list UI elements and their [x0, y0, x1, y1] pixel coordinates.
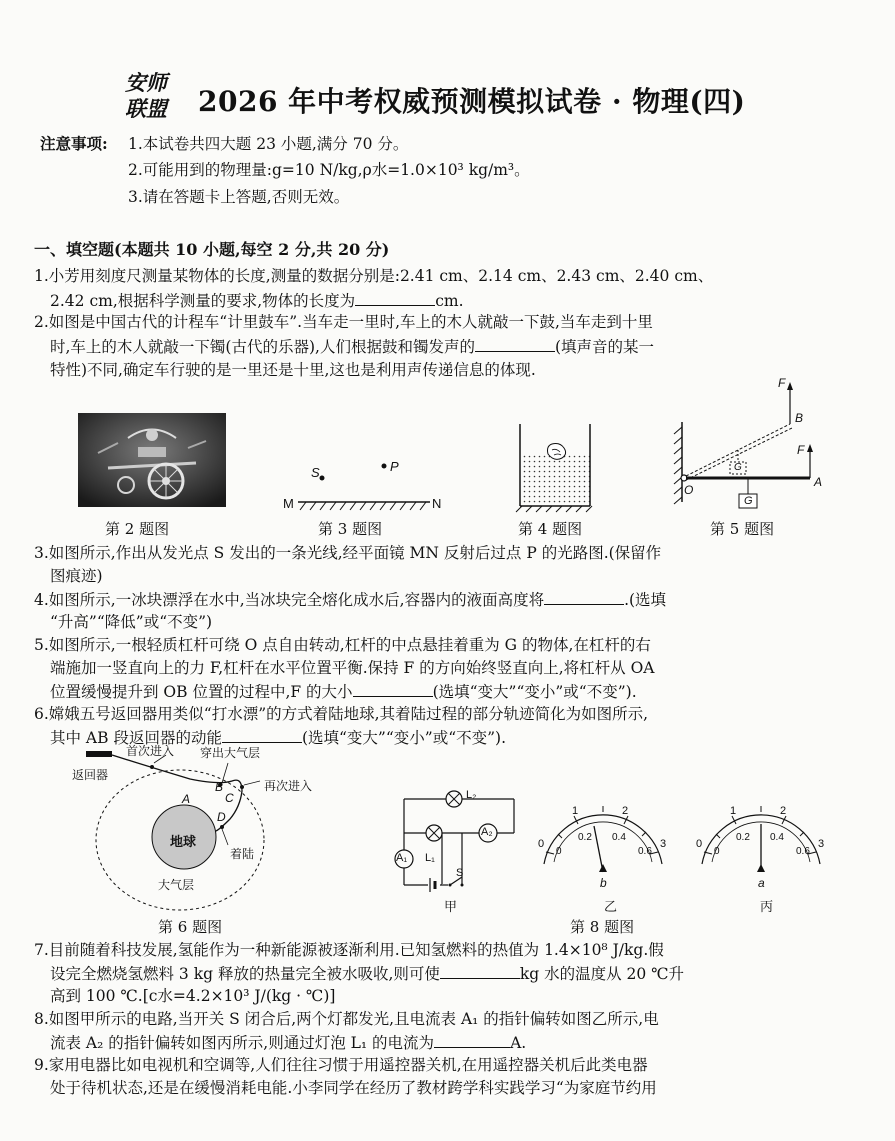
fig8-bing-scale-0: 0: [696, 838, 703, 850]
fig6-label-reentry: 再次进入: [264, 779, 313, 793]
q1-line-2: [50, 290, 464, 311]
fig8-label-s: S: [456, 867, 464, 879]
fig8-yi-small-02: 0.2: [578, 832, 592, 843]
fig5-label-g-dashed: G: [734, 462, 742, 473]
q6-line-1: 6.嫦娥五号返回器用类似“打水漂”的方式着陆地球,其着陆过程的部分轨迹简化为如图所示,: [34, 705, 648, 723]
q7-line-1: 7.目前随着科技发展,氢能作为一种新能源被逐渐利用.已知氢燃料的热值为 1.4×10⁸ J/kg.假: [34, 941, 664, 959]
q5-answer-blank[interactable]: [353, 681, 433, 697]
q1-line-1: 1.小芳用刻度尺测量某物体的长度,测量的数据分别是:2.41 cm、2.14 cm、2.43 cm、2.40 cm、: [34, 267, 714, 285]
fig8-circuit-diagram: [382, 785, 522, 895]
fig6-label-landing: 着陆: [230, 847, 255, 861]
fig8-bing-small-0: 0: [714, 846, 720, 857]
fig8-label-bing: 丙: [760, 899, 774, 914]
q6-text-a: 其中 AB 段返回器的动能: [50, 729, 222, 747]
q4-line-2: “升高”“降低”或“不变”): [50, 613, 213, 631]
fig8-caption: 第 8 题图: [570, 918, 635, 936]
q2-line-1: 2.如图是中国古代的计程车“计里鼓车”.当车走一里时,车上的木人就敲一下鼓,当车走到十里: [34, 313, 653, 331]
q7-text-a: 设完全燃烧氢燃料 3 kg 释放的热量完全被水吸收,则可使: [50, 965, 440, 983]
fig5-lever-diagram: [668, 372, 838, 514]
q8-line-2: [50, 1032, 526, 1053]
q5-line-2: 端施加一竖直向上的力 F,杠杆在水平位置平衡.保持 F 的方向始终竖直向上,将杠杆从 OA: [50, 659, 655, 677]
fig6-label-capsule: 返回器: [72, 768, 109, 782]
q1-text-b: cm.: [435, 292, 464, 310]
fig6-label-first-entry: 首次进入: [126, 744, 175, 758]
fig5-label-g: G: [744, 495, 753, 507]
q7-line-3: 高到 100 ℃.[c水=4.2×10³ J/(kg · ℃)]: [50, 987, 336, 1005]
q8-text-b: A.: [510, 1034, 527, 1052]
q9-line-2: 处于待机状态,还是在缓慢消耗电能.小李同学在经历了教材跨学科实践学习“为家庭节约用: [50, 1079, 657, 1097]
fig6-label-c: C: [225, 791, 234, 805]
fig5-label-f-right: F: [797, 443, 805, 457]
fig8-bing-scale-1: 1: [730, 805, 737, 817]
fig8-yi-small-04: 0.4: [612, 832, 626, 843]
q8-text-a: 流表 A₂ 的指针偏转如图丙所示,则通过灯泡 L₁ 的电流为: [50, 1034, 435, 1052]
fig8-yi-scale-2: 2: [622, 805, 629, 817]
logo: [125, 70, 189, 122]
section-title: 一、填空题(本题共 10 小题,每空 2 分,共 20 分): [34, 240, 390, 259]
q5-text-a: 位置缓慢提升到 OB 位置的过程中,F 的大小: [50, 683, 353, 701]
q3-line-2: 图痕迹): [50, 567, 103, 585]
notice-item-2: 2.可能用到的物理量:g=10 N/kg,ρ水=1.0×10³ kg/m³。: [128, 161, 530, 179]
q2-answer-blank[interactable]: [475, 336, 555, 352]
q1-text-a: 2.42 cm,根据科学测量的要求,物体的长度为: [50, 292, 356, 310]
fig3-label-s: S: [311, 465, 320, 480]
fig8-yi-scale-3: 3: [660, 838, 667, 850]
q7-text-b: kg 水的温度从 20 ℃升: [519, 965, 685, 983]
notice-item-1: 1.本试卷共四大题 23 小题,满分 70 分。: [128, 135, 409, 153]
fig8-bing-scale-3: 3: [818, 838, 825, 850]
fig8-label-l2: L₂: [466, 789, 477, 801]
q5-line-1: 5.如图所示,一根轻质杠杆可绕 O 点自由转动,杠杆的中点悬挂着重为 G 的物体,在杠杆的右: [34, 636, 651, 654]
fig6-label-earth: 地球: [170, 834, 197, 849]
q6-text-b: (选填“变大”“变小”或“不变”).: [301, 729, 507, 747]
page-title: 2026 年中考权威预测模拟试卷 · 物理(四): [198, 85, 746, 118]
fig8-label-yi: 乙: [604, 899, 618, 914]
fig5-label-o: O: [684, 483, 694, 497]
q2-line-3: 特性)不同,确定车行驶的是一里还是十里,这也是利用声传递信息的体现.: [50, 361, 536, 379]
fig2-caption: 第 2 题图: [105, 520, 170, 538]
fig5-label-f-top: F: [778, 376, 786, 390]
q4-text-b: .(选填: [624, 591, 667, 609]
fig8-bing-small-02: 0.2: [736, 832, 750, 843]
q6-answer-blank[interactable]: [222, 727, 302, 743]
q3-line-1: 3.如图所示,作出从发光点 S 发出的一条光线,经平面镜 MN 反射后过点 P 的光路图.(保留作: [34, 544, 662, 562]
fig4-ice-container: [512, 424, 598, 514]
fig8-bing-needle-label: a: [758, 876, 765, 890]
fig8-yi-scale-1: 1: [572, 805, 579, 817]
fig3-mirror-diagram: [280, 458, 450, 516]
fig8-meter-bing: [688, 800, 834, 882]
fig6-label-a: A: [182, 792, 191, 806]
fig8-bing-small-04: 0.4: [770, 832, 784, 843]
fig3-caption: 第 3 题图: [318, 520, 383, 538]
q4-line-1: [34, 589, 666, 610]
notice-label: 注意事项:: [40, 134, 108, 153]
q5-text-b: (选填“变大”“变小”或“不变”).: [432, 683, 637, 701]
q2-line-2: [50, 336, 654, 357]
q1-answer-blank[interactable]: [355, 290, 435, 306]
q7-answer-blank[interactable]: [440, 963, 520, 979]
logo-line-2: 联盟: [125, 96, 167, 121]
fig8-bing-small-06: 0.6: [796, 846, 810, 857]
q8-answer-blank[interactable]: [434, 1032, 510, 1048]
q9-line-1: 9.家用电器比如电视机和空调等,人们往往习惯于用遥控器关机,在用遥控器关机后此类电器: [34, 1056, 648, 1074]
fig8-yi-small-06: 0.6: [638, 846, 652, 857]
q7-line-2: [50, 963, 684, 984]
fig3-label-m: M: [283, 496, 294, 511]
fig5-label-a: A: [814, 475, 823, 489]
fig8-yi-scale-0: 0: [538, 838, 545, 850]
fig3-label-p: P: [390, 459, 399, 474]
fig6-label-atmosphere: 大气层: [158, 878, 195, 892]
fig8-yi-small-0: 0: [556, 846, 562, 857]
fig8-meter-yi: [530, 800, 676, 882]
q4-answer-blank[interactable]: [544, 589, 624, 605]
fig8-bing-scale-2: 2: [780, 805, 787, 817]
q8-line-1: 8.如图甲所示的电路,当开关 S 闭合后,两个灯都发光,且电流表 A₁ 的指针偏转如图乙所示,电: [34, 1010, 659, 1028]
fig3-label-n: N: [432, 496, 442, 511]
fig6-label-d: D: [217, 810, 226, 824]
fig2-drum-cart-photo: [78, 413, 226, 507]
fig8-label-jia: 甲: [444, 899, 458, 914]
fig8-label-a1: A₁: [396, 852, 408, 864]
fig5-caption: 第 5 题图: [710, 520, 775, 538]
notice-item-3: 3.请在答题卡上答题,否则无效。: [128, 188, 350, 206]
fig8-label-a2: A₂: [481, 826, 493, 838]
q2-text-b: (填声音的某一: [554, 338, 655, 356]
q5-line-3: [50, 681, 637, 702]
fig6-caption: 第 6 题图: [158, 918, 223, 936]
fig6-label-b: B: [215, 780, 224, 794]
logo-line-1: 安师: [125, 70, 167, 95]
q4-text-a: 4.如图所示,一冰块漂浮在水中,当冰块完全熔化成水后,容器内的液面高度将: [34, 591, 545, 609]
fig6-label-exit: 穿出大气层: [200, 746, 261, 760]
fig8-yi-needle-label: b: [600, 876, 607, 890]
fig5-label-b: B: [795, 411, 804, 425]
fig8-label-l1: L₁: [425, 852, 435, 864]
q2-text-a: 时,车上的木人就敲一下镯(古代的乐器),人们根据鼓和镯发声的: [50, 338, 475, 356]
fig4-caption: 第 4 题图: [518, 520, 583, 538]
